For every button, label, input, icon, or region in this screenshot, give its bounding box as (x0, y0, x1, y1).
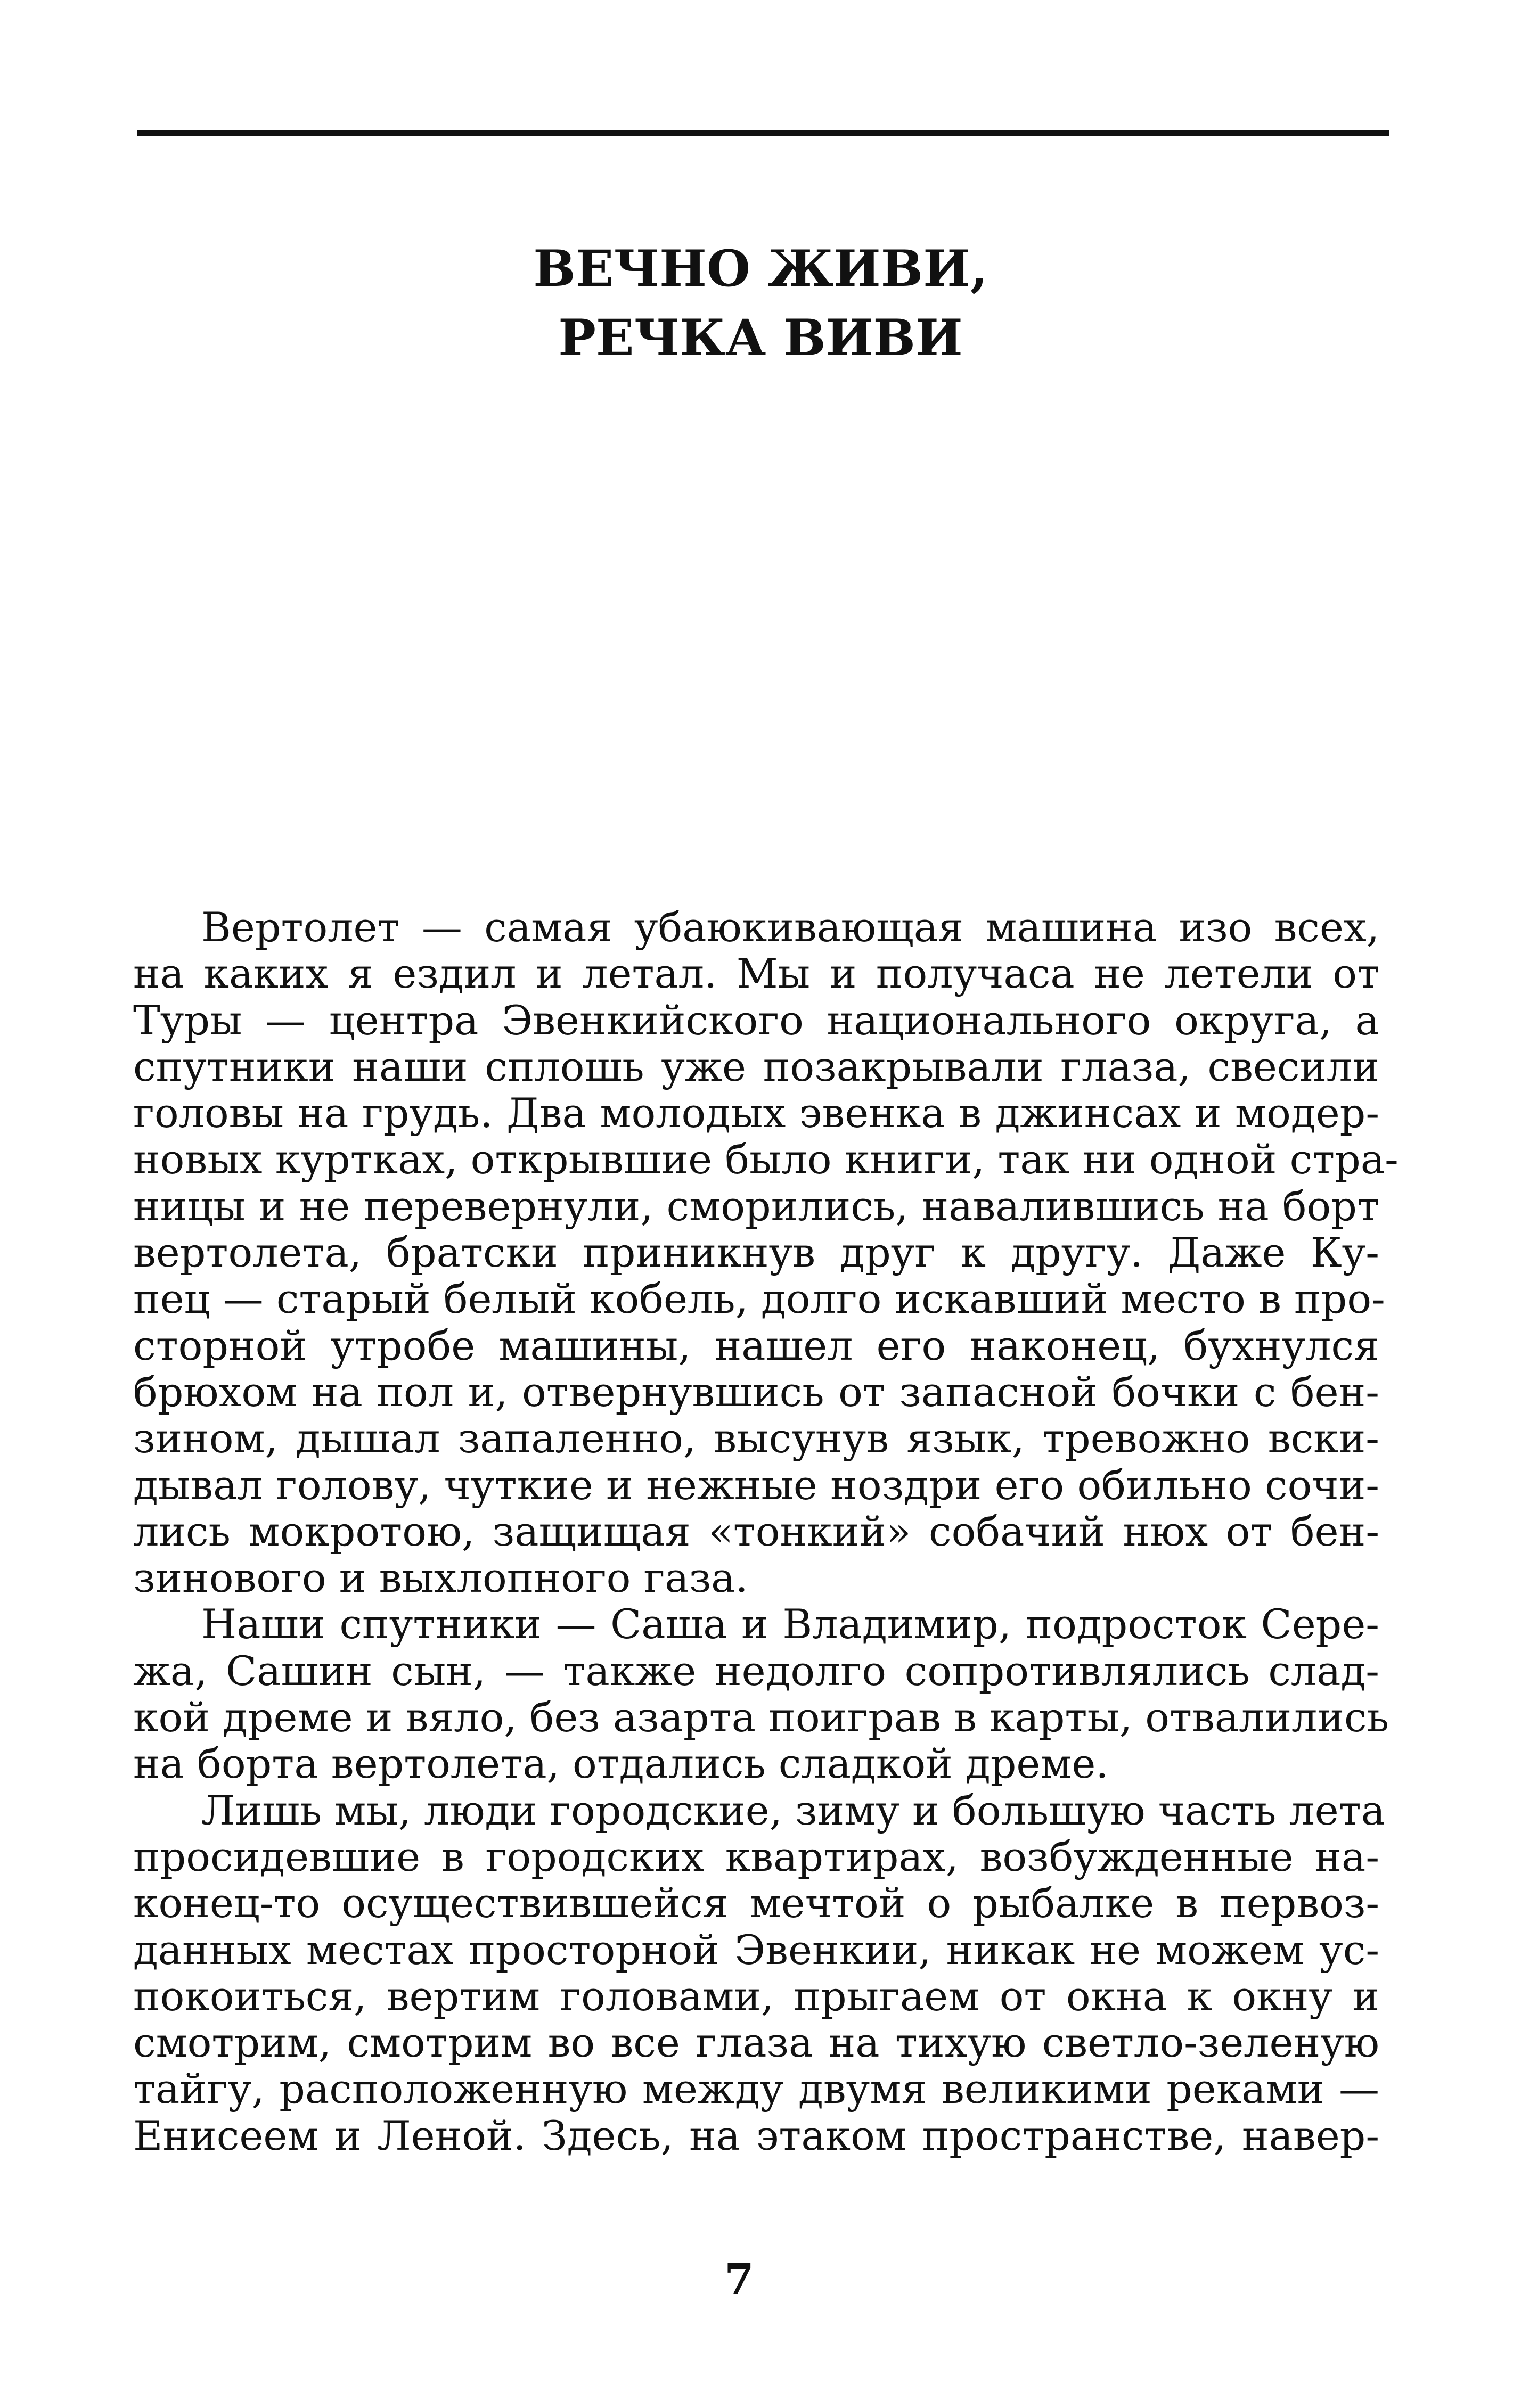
chapter-title-line-2: РЕЧКА ВИВИ (558, 309, 963, 367)
paragraph-1-line-5: головы на грудь. Два молодых эвенка в джинсах и модер- (133, 1089, 1379, 1137)
paragraph-2-line-3: кой дреме и вяло, без азарта поиграв в карты, отвалились (133, 1694, 1389, 1741)
page-number: 7 (724, 2254, 754, 2304)
paragraph-1-line-1: Вертолет — самая убаюкивающая машина изо всех, (201, 903, 1379, 951)
paragraph-1-line-10: сторной утробе машины, нашел его наконец, бухнулся (133, 1321, 1379, 1369)
paragraph-3-line-8: Енисеем и Леной. Здесь, на этаком пространстве, навер- (133, 2111, 1379, 2159)
paragraph-3-line-7: тайгу, расположенную между двумя великими реками — (133, 2065, 1379, 2113)
chapter-title-line-1: ВЕЧНО ЖИВИ, (533, 240, 988, 298)
paragraph-1-line-6: новых куртках, открывшие было книги, так ни одной стра- (133, 1136, 1399, 1184)
paragraph-3-line-6: смотрим, смотрим во все глаза на тихую светло-зеленую (133, 2019, 1379, 2067)
paragraph-3-line-4: данных местах просторной Эвенкии, никак не можем ус- (133, 1926, 1379, 1974)
top-rule (137, 130, 1389, 136)
paragraph-3-line-1: Лишь мы, люди городские, зиму и большую часть лета (201, 1786, 1386, 1834)
paragraph-1-line-3: Туры — центра Эвенкийского национального округа, а (133, 996, 1379, 1044)
paragraph-2-line-4: на борта вертолета, отдались сладкой дреме. (133, 1740, 1109, 1788)
paragraph-2-line-2: жа, Сашин сын, — также недолго сопротивлялись слад- (133, 1647, 1379, 1695)
paragraph-2-line-1: Наши спутники — Саша и Владимир, подросток Сере- (201, 1600, 1379, 1648)
chapter-title (160, 234, 1361, 373)
paragraph-1-line-2: на каких я ездил и летал. Мы и получаса не летели от (133, 950, 1379, 998)
paragraph-3-line-2: просидевшие в городских квартирах, возбужденные на- (133, 1832, 1379, 1880)
paragraph-1-line-13: дывал голову, чуткие и нежные ноздри его обильно сочи- (133, 1461, 1379, 1509)
paragraph-3-line-3: конец-то осуществившейся мечтой о рыбалке в первоз- (133, 1879, 1379, 1927)
paragraph-1-line-8: вертолета, братски приникнув друг к другу. Даже Ку- (133, 1229, 1379, 1277)
paragraph-1-line-4: спутники наши сплошь уже позакрывали глаза, свесили (133, 1042, 1379, 1090)
paragraph-1-line-11: брюхом на пол и, отвернувшись от запасной бочки с бен- (133, 1368, 1379, 1416)
paragraph-1-line-7: ницы и не перевернули, сморились, навалившись на борт (133, 1182, 1379, 1230)
paragraph-1-line-12: зином, дышал запаленно, высунув язык, тревожно вски- (133, 1415, 1379, 1462)
paragraph-1-line-14: лись мокротою, защищая «тонкий» собачий нюх от бен- (133, 1507, 1379, 1555)
body-text (133, 903, 1399, 2159)
paragraph-1-line-9: пец — старый белый кобель, долго искавший место в про- (133, 1275, 1385, 1323)
paragraph-3-line-5: покоиться, вертим головами, прыгаем от окна к окну и (133, 1972, 1379, 2020)
paragraph-1-line-15: зинового и выхлопного газа. (133, 1554, 748, 1602)
